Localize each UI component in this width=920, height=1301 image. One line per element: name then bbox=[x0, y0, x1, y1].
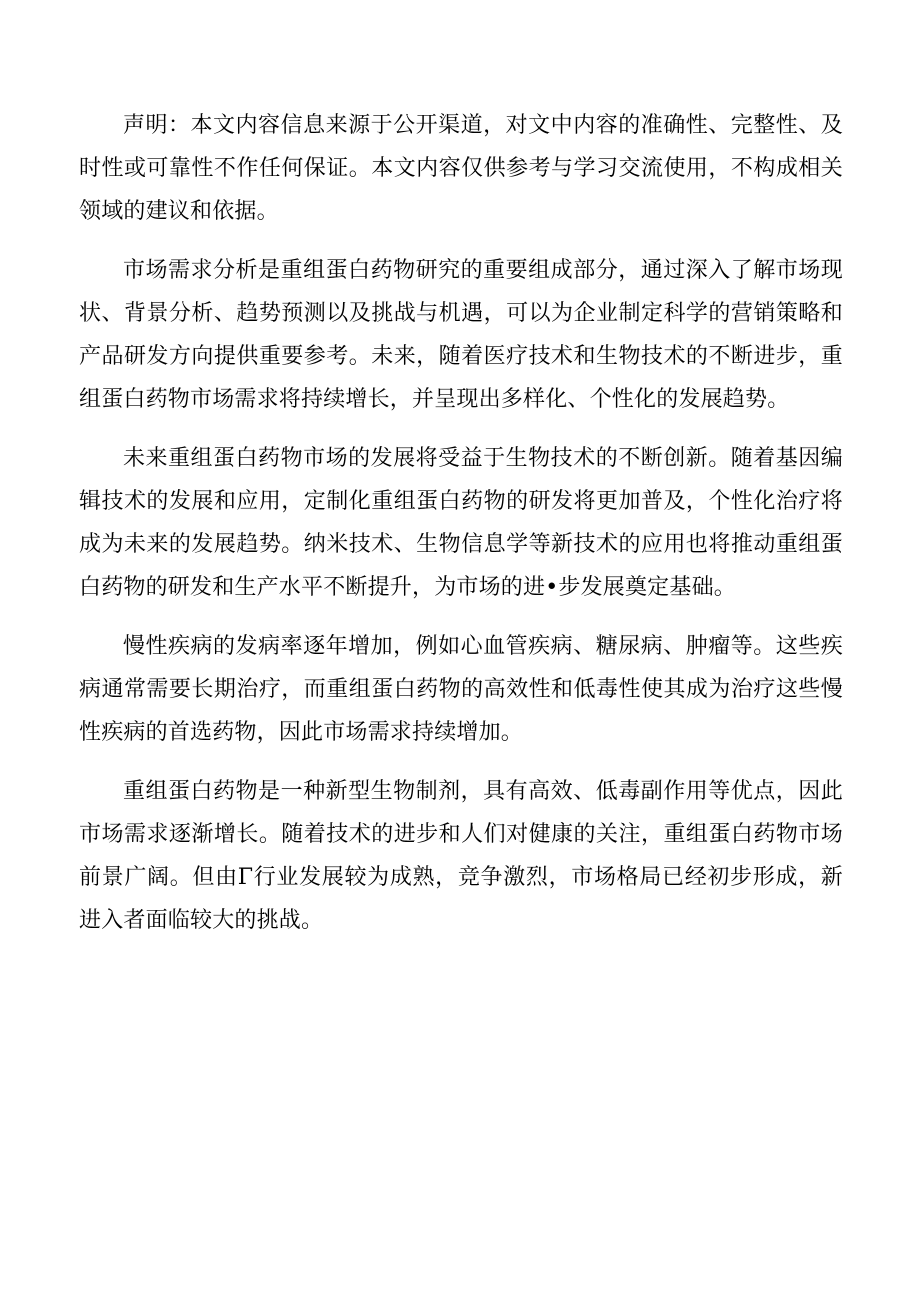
chronic-disease-paragraph: 慢性疾病的发病率逐年增加，例如心血管疾病、糖尿病、肿瘤等。这些疾病通常需要长期治疗，而重组蛋白药物的高效性和低毒性使其成为治疗这些慢性疾病的首选药物，因此市场需求持续增加。 bbox=[79, 634, 843, 745]
disclaimer-paragraph: 声明：本文内容信息来源于公开渠道，对文中内容的准确性、完整性、及时性或可靠性不作任何保证。本文内容仅供参考与学习交流使用，不构成相关领域的建议和依据。 bbox=[79, 113, 843, 224]
market-demand-paragraph: 市场需求分析是重组蛋白药物研究的重要组成部分，通过深入了解市场现状、背景分析、趋势预测以及挑战与机遇，可以为企业制定科学的营销策略和产品研发方向提供重要参考。未来，随着医疗技术和生物技术的不断进步，重组蛋白药物市场需求将持续增长，并呈现出多样化、个性化的发展趋势。 bbox=[79, 258, 843, 412]
document-body bbox=[79, 104, 843, 958]
future-development-paragraph: 未来重组蛋白药物市场的发展将受益于生物技术的不断创新。随着基因编辑技术的发展和应用，定制化重组蛋白药物的研发将更加普及，个性化治疗将成为未来的发展趋势。纳米技术、生物信息学等新技术的应用也将推动重组蛋白药物的研发和生产水平不断提升，为市场的进•步发展奠定基础。 bbox=[79, 446, 843, 600]
market-outlook-paragraph: 重组蛋白药物是一种新型生物制剂，具有高效、低毒副作用等优点，因此市场需求逐渐增长。随着技术的进步和人们对健康的关注，重组蛋白药物市场前景广阔。但由Γ行业发展较为成熟，竞争激烈，市场格局已经初步形成，新进入者面临较大的挑战。 bbox=[79, 779, 843, 933]
